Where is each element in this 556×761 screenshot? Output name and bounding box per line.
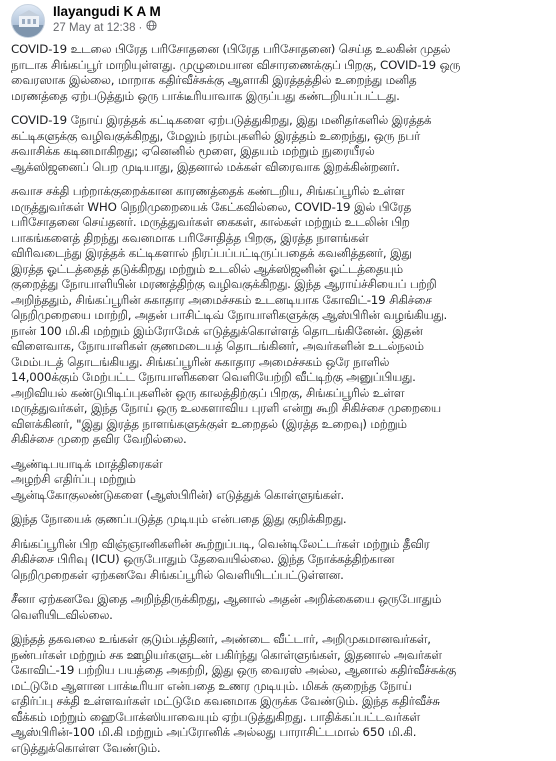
paragraph-line: நண்பர்கள் மற்றும் சக ஊழியர்களுடன் பகிர்ந்து கொள்ளுங்கள், இதனால் அவர்கள் [11, 647, 442, 662]
paragraph-line: ஆஸ்பிரின்-100 மி.கி மற்றும் அப்ரோனிக் அல்லது பாராசிட்டமால் 650 மி.கி. [11, 725, 417, 739]
paragraph-line: நாடாக சிங்கப்பூர் மாறியுள்ளது. முழுமையான விசாரணைக்குப் பிறகு, COVID-19 ஒரு [11, 57, 461, 72]
paragraph-line: சிகிச்சை முறை தவிர வேறில்லை. [11, 432, 187, 446]
post-paragraph [11, 537, 542, 584]
paragraph-line: மருத்துவர்கள், இந்த நோய் ஒரு உலகளாவிய புரளி என்று கூறி சிகிச்சை முறையை [11, 401, 441, 415]
paragraph-line: கட்டிகளுக்கு வழிவகுக்கிறது, மேலும் நரம்புகளில் இரத்தம் உறைந்து, ஒரு நபர் [11, 128, 420, 143]
paragraph-line: இந்தத் தகவலை உங்கள் குடும்பத்தினர், அண்டை வீட்டார், அறிமுகமானவர்கள், [11, 632, 431, 646]
post-paragraph [11, 42, 542, 104]
meta-separator: · [138, 21, 143, 34]
avatar-image-icon [12, 5, 45, 38]
post-paragraph [11, 632, 542, 756]
timestamp-row [53, 20, 161, 35]
paragraph-line: சுவாச சக்தி பற்றாக்குறைக்கான காரணத்தைக் கண்டறிய, சிங்கப்பூரில் உள்ள [11, 184, 405, 198]
paragraph-line: விளைவாக, நோயாளிகள் குணமடையத் தொடங்கினர், அவர்களின் உடல்நலம் [11, 339, 424, 353]
paragraph-line: அழற்சி எதிர்ப்பு மற்றும் [11, 472, 136, 486]
paragraph-line: மருத்துவர்கள் WHO நெறிமுறையைக் கேட்கவில்லை, COVID-19 இல் பிரேத [11, 199, 412, 214]
paragraph-line: இந்த நோயைக் குணப்படுத்த முடியும் என்பதை இது குறிக்கிறது. [11, 512, 347, 526]
paragraph-line: ஆக்ஸிஜனைப் பெற முடியாது, இதனால் மக்கள் விரைவாக இறக்கின்றனர். [11, 159, 400, 174]
paragraph-line: எடுத்துக்கொள்ள வேண்டும். [11, 740, 161, 755]
post-paragraph [11, 592, 542, 623]
author-name[interactable]: Ilayangudi K A M [53, 4, 161, 19]
paragraph-line: விளக்கினர், "இது இரத்த நாளங்களுக்குள் உறைதல் (இரத்த உறைவு) மற்றும் [11, 416, 407, 431]
paragraph-line: நான் 100 மி.கி மற்றும் இம்ரோமேக் எடுத்துக்கொள்ளத் தொடங்கினேன். இதன் [11, 323, 423, 338]
paragraph-line: பாகங்களைத் திறந்து கவனமாக பரிசோதித்த பிறகு, இரத்த நாளங்கள் [11, 230, 369, 245]
paragraph-line: விரிவடைந்து இரத்தக் கட்டிகளால் நிரப்பப்பட்டிருப்பதைக் கவனித்தனர், இது [11, 246, 412, 260]
post-header [11, 0, 542, 42]
post-timestamp[interactable]: 27 May at 12:38 [53, 21, 136, 34]
paragraph-line: நெறிமுறைகள் ஏற்கனவே சிங்கப்பூரில் வெளியிடப்பட்டுள்ளன. [11, 567, 344, 582]
paragraph-line: சிகிச்சை பிரிவு (ICU) ஒருபோதும் தேவையில்லை. இந்த நோக்கத்திற்கான [11, 552, 395, 566]
post-paragraph [11, 457, 542, 504]
paragraph-line: ஆண்டிபயாடிக் மாத்திரைகள் [11, 456, 163, 471]
paragraph-line: COVID-19 நோய் இரத்தக் கட்டிகளை ஏற்படுத்துகிறது, இது மனிதர்களில் இரத்தக் [11, 113, 432, 127]
paragraph-line: சிங்கப்பூரின் பிற விஞ்ஞானிகளின் கூற்றுப்படி, வென்டிலேட்டர்கள் மற்றும் தீவிர [11, 536, 430, 551]
post-paragraph [11, 512, 542, 528]
paragraph-line: COVID-19 உடலை பிரேத பரிசோதனை (பிரேத பரிசோதனை) செய்த உலகின் முதல் [11, 42, 451, 56]
post-paragraph [11, 113, 542, 175]
paragraph-line: எதிர்ப்பு சக்தி உள்ளவர்கள் மட்டுமே கவனமாக இருக்க வேண்டும். இந்த கதிர்வீச்சு [11, 694, 440, 708]
paragraph-line: வீக்கம் மற்றும் ஹைபோக்ஸியாவையும் ஏற்படுத்துகிறது. பாதிக்கப்பட்டவர்கள் [11, 709, 420, 724]
paragraph-line: கோவிட்-19 பற்றிய பயத்தை அகற்றி, இது ஒரு வைரஸ் அல்ல, ஆனால் கதிர்வீச்சுக்கு [11, 663, 456, 677]
paragraph-line: இரத்த ஓட்டத்தைத் தடுக்கிறது மற்றும் உடலில் ஆக்ஸிஜனின் ஓட்டத்தையும் [11, 261, 403, 276]
paragraph-line: பரிசோதனை செய்தனர். மருத்துவர்கள் கைகள், கால்கள் மற்றும் உடலின் பிற [11, 215, 410, 229]
paragraph-line: அறிந்ததும், சிங்கப்பூரின் சுகாதார அமைச்சகம் உடனடியாக கோவிட்-19 சிகிச்சை [11, 292, 432, 307]
post-meta [53, 2, 161, 35]
paragraph-line: சீனா ஏற்கனவே இதை அறிந்திருக்கிறது, ஆனால் அதன் அறிக்கையை ஒருபோதும் [11, 592, 442, 606]
paragraph-line: 14,000க்கும் மேற்பட்ட நோயாளிகளை வெளியேற்றி வீட்டிற்கு அனுப்பியது. [11, 370, 416, 384]
paragraph-line: மேம்படத் தொடங்கியது. சிங்கப்பூரின் சுகாதார அமைச்சகம் ஒரே நாளில் [11, 354, 390, 369]
paragraph-line: மட்டுமே ஆளான பாக்டீரியா என்பதை உணர முடியும். மிகக் குறைந்த நோய் [11, 678, 412, 693]
paragraph-line: நெறிமுறையை மாற்றி, அதன் பாசிட்டிவ் நோயாளிகளுக்கு ஆஸ்பிரின் வழங்கியது. [11, 308, 448, 322]
paragraph-line: சுவாசிக்க கடினமாகிறது; ஏனெனில் மூளை, இதயம் மற்றும் நுரையீரல் [11, 144, 375, 158]
author-avatar[interactable] [11, 4, 45, 38]
post-paragraph [11, 184, 542, 448]
paragraph-line: ஆன்டிகோகுலண்டுகளை (ஆஸ்பிரின்) எடுத்துக் கொள்ளுங்கள். [11, 487, 345, 502]
post-body [11, 42, 542, 756]
paragraph-line: மரணத்தை ஏற்படுத்தும் ஒரு பாக்டீரியாவாக இருப்பது கண்டறியப்பட்டது. [11, 88, 400, 103]
globe-icon[interactable] [146, 20, 157, 35]
paragraph-line: வெளியிடவில்லை. [11, 607, 113, 622]
paragraph-line: குறைத்து நோயாளியின் மரணத்திற்கு வழிவகுக்கிறது. இந்த ஆராய்ச்சியைப் பற்றி [11, 277, 437, 291]
paragraph-line: அறிவியல் கண்டுபிடிப்புகளின் ஒரு காலத்திற்குப் பிறகு, சிங்கப்பூரில் உள்ள [11, 385, 405, 400]
paragraph-line: வைரஸாக இல்லை, மாறாக கதிர்வீச்சுக்கு ஆளாகி இரத்தத்தில் உறைந்து மனித [11, 73, 417, 87]
